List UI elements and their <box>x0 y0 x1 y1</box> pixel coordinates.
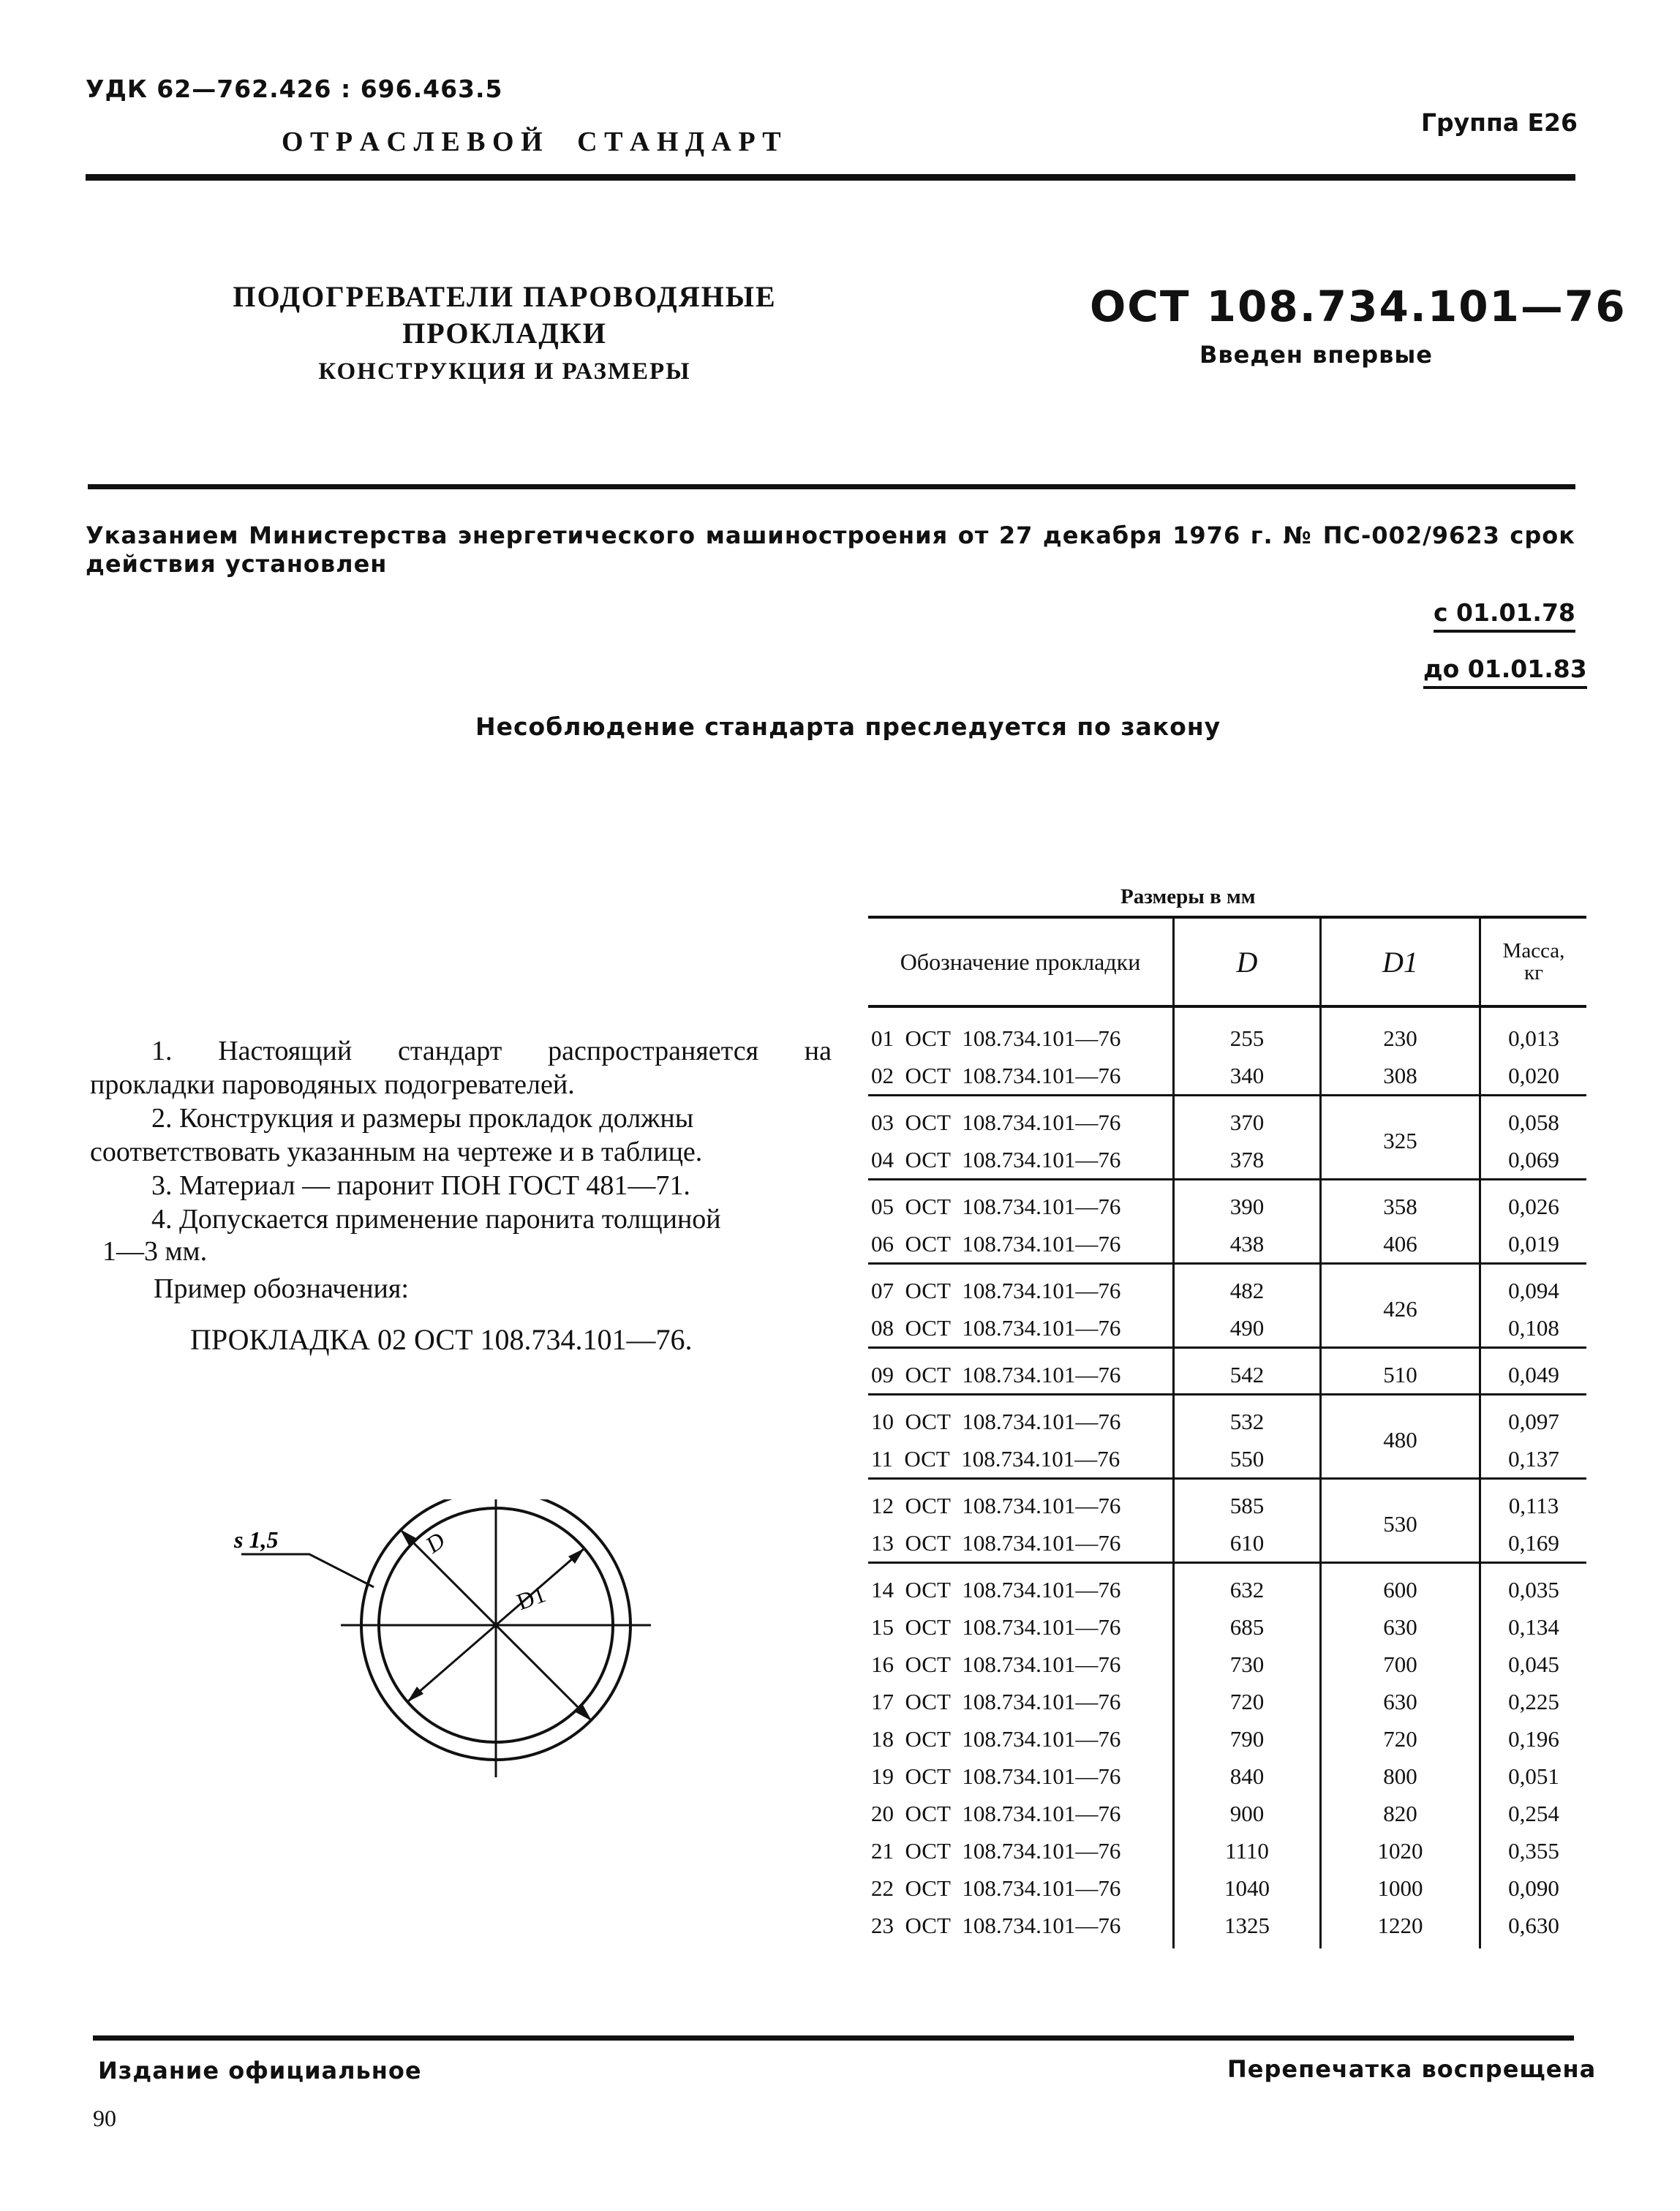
udk-code: УДК 62—762.426 : 696.463.5 <box>86 75 503 103</box>
cell-mass: 0,630 <box>1480 1907 1587 1948</box>
cell-d1: 426 <box>1321 1264 1480 1348</box>
cell-mass: 0,049 <box>1480 1348 1587 1395</box>
table-row <box>868 1683 1586 1720</box>
cell-d1: 1000 <box>1321 1869 1480 1907</box>
cell-d: 730 <box>1174 1646 1321 1683</box>
cell-d: 532 <box>1174 1395 1321 1441</box>
cell-d: 378 <box>1174 1141 1321 1180</box>
gasket-drawing <box>205 1499 658 1836</box>
cell-d1: 230 <box>1321 1006 1480 1057</box>
title-line-1: ПОДОГРЕВАТЕЛИ ПАРОВОДЯНЫЕ <box>233 280 777 313</box>
clause-1-line-1: 1. Настоящий стандарт распространяется на <box>151 1036 832 1066</box>
cell-d1: 700 <box>1321 1646 1480 1683</box>
cell-d: 840 <box>1174 1758 1321 1795</box>
title-line-2: ПРОКЛАДКИ <box>402 317 607 350</box>
cell-designation: 11 ОСТ 108.734.101—76 <box>871 1445 1120 1472</box>
table-row <box>868 1608 1586 1646</box>
footer-rule <box>93 2035 1574 2041</box>
cell-mass: 0,097 <box>1480 1395 1587 1441</box>
standard-type-heading: О Т Р А С Л Е В О Й С Т А Н Д А Р Т <box>282 127 781 157</box>
clause-4-line-1: 4. Допускается применение паронита толщиной <box>151 1204 721 1235</box>
cell-designation: 02 ОСТ 108.734.101—76 <box>871 1062 1121 1088</box>
table-header-row <box>868 917 1586 1006</box>
header-d: D <box>1174 917 1321 1006</box>
cell-mass: 0,026 <box>1480 1180 1587 1226</box>
header-designation: Обозначение прокладки <box>868 917 1174 1006</box>
cell-d1: 406 <box>1321 1225 1480 1264</box>
cell-designation: 12 ОСТ 108.734.101—76 <box>868 1479 1174 1525</box>
cell-d: 900 <box>1174 1795 1321 1832</box>
decree-line-1: Указанием Министерства энергетического машиностроения от 27 декабря 1976 г. № ПС-002/9623 срок <box>86 521 1575 549</box>
cell-designation: 22 ОСТ 108.734.101—76 <box>871 1875 1121 1901</box>
cell-designation: 21 ОСТ 108.734.101—76 <box>871 1837 1121 1864</box>
cell-designation: 14 ОСТ 108.734.101—76 <box>868 1563 1174 1609</box>
cell-designation: 19 ОСТ 108.734.101—76 <box>871 1763 1121 1789</box>
cell-mass: 0,019 <box>1480 1225 1587 1264</box>
cell-d: 482 <box>1174 1264 1321 1310</box>
cell-d: 632 <box>1174 1563 1321 1609</box>
clause-4-line-2: 1—3 мм. <box>102 1236 208 1267</box>
clause-2-line-2: соответствовать указанным на чертеже и в таблице. <box>90 1137 703 1167</box>
cell-d: 585 <box>1174 1479 1321 1525</box>
cell-designation: 17 ОСТ 108.734.101—76 <box>871 1688 1121 1714</box>
example-label: Пример обозначения: <box>154 1273 409 1304</box>
cell-designation: 15 ОСТ 108.734.101—76 <box>871 1613 1121 1640</box>
table-row <box>868 1832 1586 1869</box>
table-row <box>868 1720 1586 1758</box>
valid-from-date: с 01.01.78 <box>1434 598 1575 633</box>
header-mass <box>1480 917 1587 1006</box>
decree-line-2: действия установлен <box>86 550 388 578</box>
cell-d: 550 <box>1174 1440 1321 1479</box>
cell-d: 685 <box>1174 1608 1321 1646</box>
cell-d: 790 <box>1174 1720 1321 1758</box>
cell-mass: 0,020 <box>1480 1057 1587 1096</box>
cell-d: 1325 <box>1174 1907 1321 1948</box>
cell-mass: 0,254 <box>1480 1795 1587 1832</box>
cell-d: 438 <box>1174 1225 1321 1264</box>
clause-3: 3. Материал — паронит ПОН ГОСТ 481—71. <box>151 1170 690 1201</box>
cell-d1: 800 <box>1321 1758 1480 1795</box>
table-row <box>868 1395 1586 1441</box>
cell-d1: 530 <box>1321 1479 1480 1563</box>
clause-2-line-1: 2. Конструкция и размеры прокладок должны <box>151 1103 694 1134</box>
table-row <box>868 1096 1586 1142</box>
table-row <box>868 1563 1586 1609</box>
edition-note: Издание официальное <box>98 2057 422 2084</box>
cell-d: 610 <box>1174 1524 1321 1563</box>
cell-d: 1110 <box>1174 1832 1321 1869</box>
group-code: Группа Е26 <box>1421 108 1578 137</box>
cell-d1: 1220 <box>1321 1907 1480 1948</box>
table-row <box>868 1646 1586 1683</box>
cell-designation: 16 ОСТ 108.734.101—76 <box>871 1651 1121 1677</box>
cell-designation: 20 ОСТ 108.734.101—76 <box>871 1800 1121 1826</box>
cell-mass: 0,051 <box>1480 1758 1587 1795</box>
header-mass-line-1: Масса, <box>1502 939 1565 963</box>
reprint-note: Перепечатка воспрещена <box>1227 2055 1597 2083</box>
cell-mass: 0,058 <box>1480 1096 1587 1142</box>
header-d1 <box>1321 917 1480 1006</box>
cell-mass: 0,137 <box>1480 1440 1587 1479</box>
cell-d1: 510 <box>1321 1348 1480 1395</box>
dimensions-table <box>868 916 1574 1948</box>
cell-mass: 0,169 <box>1480 1524 1587 1563</box>
cell-d1: 820 <box>1321 1795 1480 1832</box>
cell-d: 720 <box>1174 1683 1321 1720</box>
valid-to-date: до 01.01.83 <box>1423 655 1587 689</box>
table-row <box>868 1758 1586 1795</box>
header-mass-line-2: кг <box>1524 961 1543 984</box>
cell-mass: 0,355 <box>1480 1832 1587 1869</box>
table-row <box>868 1180 1586 1226</box>
cell-d1: 630 <box>1321 1683 1480 1720</box>
thickness-leader <box>241 1554 374 1587</box>
cell-d: 390 <box>1174 1180 1321 1226</box>
cell-designation: 07 ОСТ 108.734.101—76 <box>868 1264 1174 1310</box>
cell-designation: 06 ОСТ 108.734.101—76 <box>871 1230 1121 1257</box>
cell-d: 1040 <box>1174 1869 1321 1907</box>
header-d1-text: D1 <box>1382 945 1418 979</box>
cell-mass: 0,094 <box>1480 1264 1587 1310</box>
cell-designation: 13 ОСТ 108.734.101—76 <box>871 1529 1121 1556</box>
table-row <box>868 1348 1586 1395</box>
clause-1-line-2: прокладки пароводяных подогревателей. <box>90 1069 575 1100</box>
cell-d: 490 <box>1174 1309 1321 1348</box>
cell-designation: 03 ОСТ 108.734.101—76 <box>868 1096 1174 1142</box>
cell-d: 340 <box>1174 1057 1321 1096</box>
diameter-d-label: D <box>421 1526 450 1559</box>
cell-mass: 0,035 <box>1480 1563 1587 1609</box>
cell-mass: 0,090 <box>1480 1869 1587 1907</box>
table-row <box>868 1057 1586 1096</box>
cell-mass: 0,134 <box>1480 1608 1587 1646</box>
table-row <box>868 1006 1586 1057</box>
cell-d1: 358 <box>1321 1180 1480 1226</box>
table-row <box>868 1869 1586 1907</box>
legal-notice: Несоблюдение стандарта преследуется по закону <box>475 712 1221 741</box>
cell-mass: 0,069 <box>1480 1141 1587 1180</box>
table-row <box>868 1907 1586 1948</box>
table-caption: Размеры в мм <box>1120 885 1256 908</box>
cell-mass: 0,013 <box>1480 1006 1587 1057</box>
cell-designation: 23 ОСТ 108.734.101—76 <box>871 1912 1121 1938</box>
cell-d1: 720 <box>1321 1720 1480 1758</box>
cell-d1: 630 <box>1321 1608 1480 1646</box>
cell-designation: 01 ОСТ 108.734.101—76 <box>871 1025 1121 1051</box>
cell-mass: 0,196 <box>1480 1720 1587 1758</box>
table-row <box>868 1795 1586 1832</box>
cell-mass: 0,225 <box>1480 1683 1587 1720</box>
thickness-label: s 1,5 <box>234 1526 279 1553</box>
header-rule <box>86 174 1575 181</box>
cell-d1: 480 <box>1321 1395 1480 1479</box>
title-line-3: КОНСТРУКЦИЯ И РАЗМЕРЫ <box>318 358 691 385</box>
cell-d: 542 <box>1174 1348 1321 1395</box>
cell-d1: 1020 <box>1321 1832 1480 1869</box>
cell-d1: 600 <box>1321 1563 1480 1609</box>
cell-d1: 325 <box>1321 1096 1480 1180</box>
cell-d1: 308 <box>1321 1057 1480 1096</box>
diameter-d1-label: D1 <box>513 1580 549 1616</box>
title-rule <box>88 484 1575 489</box>
cell-designation: 18 ОСТ 108.734.101—76 <box>871 1725 1121 1752</box>
cell-mass: 0,045 <box>1480 1646 1587 1683</box>
cell-mass: 0,108 <box>1480 1309 1587 1348</box>
cell-d: 370 <box>1174 1096 1321 1142</box>
cell-designation: 04 ОСТ 108.734.101—76 <box>871 1146 1121 1172</box>
cell-d: 255 <box>1174 1006 1321 1057</box>
table-row <box>868 1479 1586 1525</box>
example-designation: ПРОКЛАДКА 02 ОСТ 108.734.101—76. <box>190 1323 693 1356</box>
cell-designation: 08 ОСТ 108.734.101—76 <box>871 1314 1121 1341</box>
table-row <box>868 1264 1586 1310</box>
page-number: 90 <box>93 2105 116 2131</box>
cell-designation: 10 ОСТ 108.734.101—76 <box>868 1395 1174 1441</box>
introduced-note: Введен впервые <box>1199 341 1433 369</box>
cell-designation: 09 ОСТ 108.734.101—76 <box>868 1348 1174 1395</box>
table-row <box>868 1225 1586 1264</box>
cell-designation: 05 ОСТ 108.734.101—76 <box>868 1180 1174 1226</box>
cell-mass: 0,113 <box>1480 1479 1587 1525</box>
standard-number: ОСТ 108.734.101—76 <box>1090 282 1627 331</box>
